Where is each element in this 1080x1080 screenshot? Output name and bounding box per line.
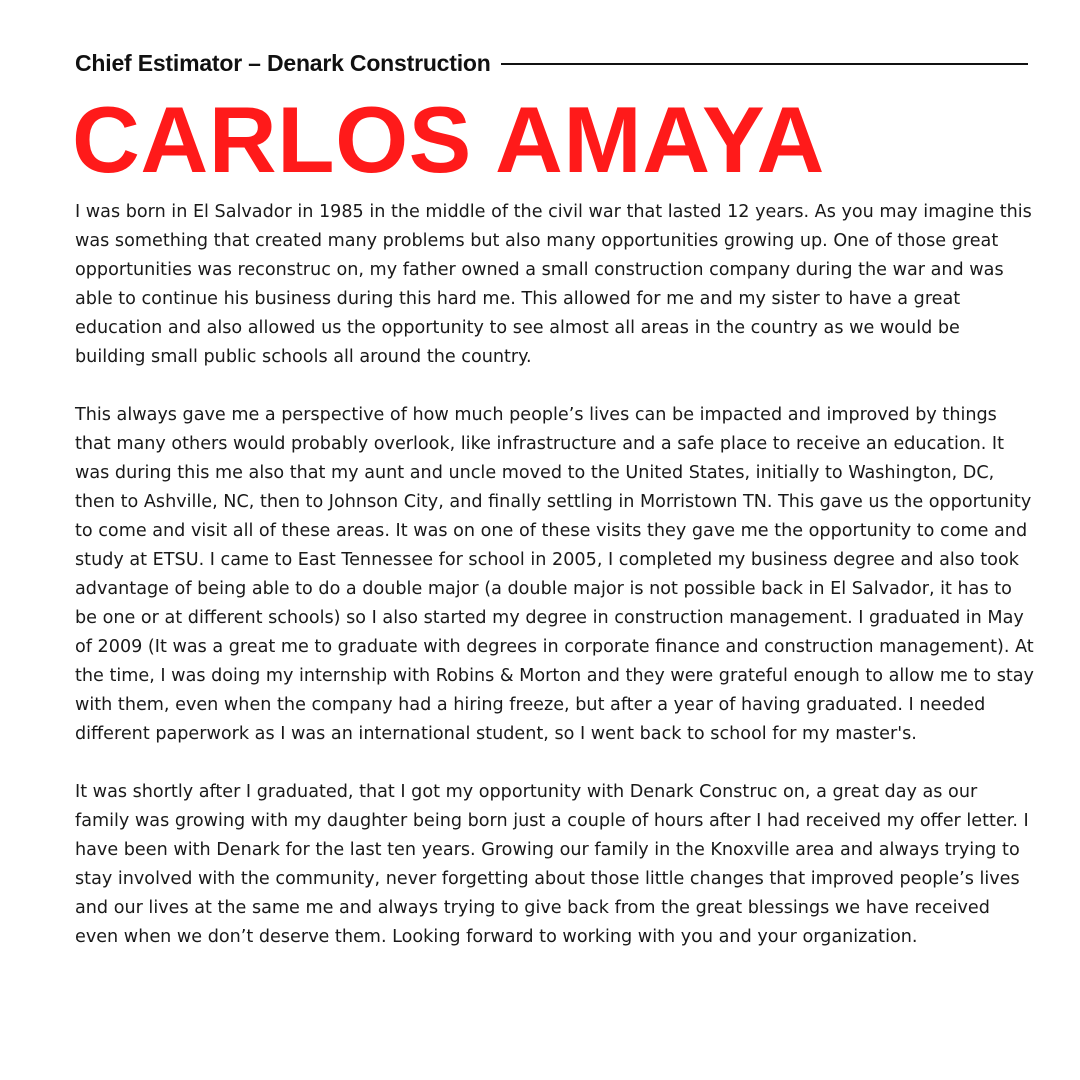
- header-divider: [501, 63, 1028, 65]
- biography: [75, 198, 1035, 981]
- job-title: Chief Estimator – Denark Construction: [75, 49, 491, 76]
- header-row: [75, 46, 1028, 80]
- bio-paragraph: I was born in El Salvador in 1985 in the middle of the civil war that lasted 12 years. As you may imagine this was something that created many problems but also many opportunities growing up. One of those great opportunities was reconstruc on, my father owned a small construction company during the war and was able to continue his business during this hard me. This allowed for me and my sister to have a great education and also allowed us the opportunity to see almost all areas in the country as we would be building small public schools all around the country.: [75, 202, 1032, 367]
- bio-paragraph: It was shortly after I graduated, that I got my opportunity with Denark Construc on, a great day as our family was growing with my daughter being born just a couple of hours after I had received my offer letter. I have been with Denark for the last ten years. Growing our family in the Knoxville area and always trying to stay involved with the community, never forgetting about those little changes that improved people’s lives and our lives at the same me and always trying to give back from the great blessings we have received even when we don’t deserve them. Looking forward to working with you and your organization.: [75, 782, 1029, 947]
- person-name: CARLOS AMAYA: [72, 87, 825, 192]
- bio-paragraph: This always gave me a perspective of how much people’s lives can be impacted and improved by things that many others would probably overlook, like infrastructure and a safe place to receive an education. It was during this me also that my aunt and uncle moved to the United States, initially to Washington, DC, then to Ashville, NC, then to Johnson City, and finally settling in Morristown TN. This gave us the opportunity to come and visit all of these areas. It was on one of these visits they gave me the opportunity to come and study at ETSU. I came to East Tennessee for school in 2005, I completed my business degree and also took advantage of being able to do a double major (a double major is not possible back in El Salvador, it has to be one or at different schools) so I also started my degree in construction management. I graduated in May of 2009 (It was a great me to graduate with degrees in corporate finance and construction management). At the time, I was doing my internship with Robins & Morton and they were grateful enough to allow me to stay with them, even when the company had a hiring freeze, but after a year of having graduated. I needed different paperwork as I was an international student, so I went back to school for my master's.: [75, 405, 1034, 744]
